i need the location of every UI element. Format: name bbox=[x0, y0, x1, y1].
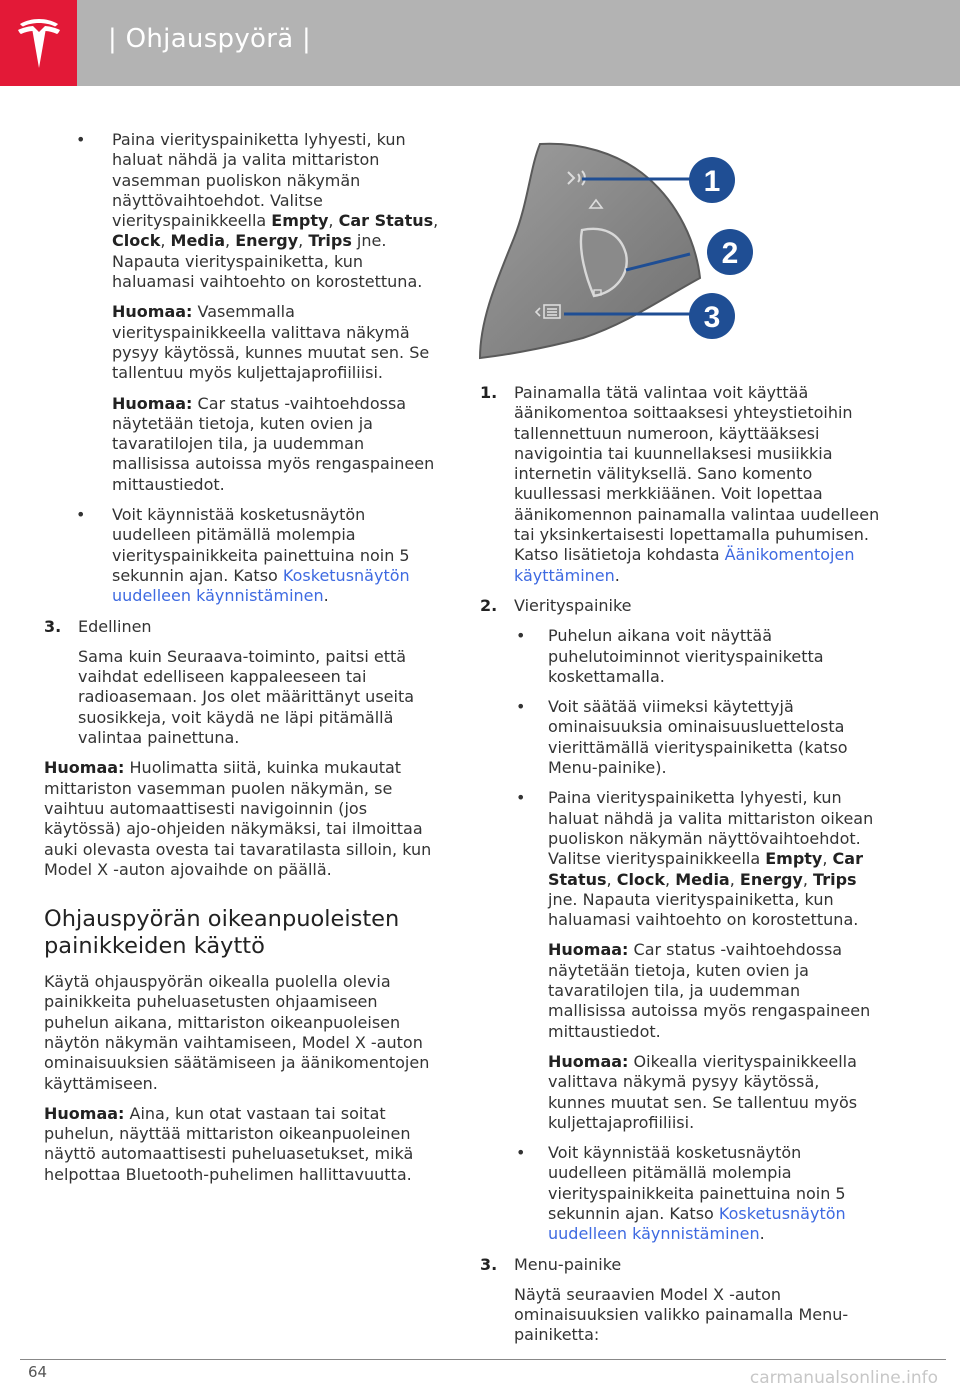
numbered-item-2 bbox=[480, 596, 880, 1245]
item-title: Menu-painike bbox=[514, 1254, 622, 1274]
text: , bbox=[802, 869, 814, 889]
list-item bbox=[514, 1143, 880, 1244]
option-energy: Energy bbox=[235, 231, 299, 251]
note bbox=[548, 1052, 880, 1133]
paragraph: • Voit säätää viimeksi käytettyjä ominaisuuksia ominaisuusluettelosta vierittämällä vierityspainiketta (katso Menu-painike). bbox=[548, 697, 848, 778]
link-voice-commands[interactable]: Äänikomentojen käyttäminen bbox=[514, 545, 855, 585]
paragraph: Käytä ohjauspyörän oikealla puolella olevia painikkeita puheluasetusten ohjaamiseen puhelun aikana, mittariston oikeanpuoleisen näytön näkymän vaihtamiseen, Model X -auton ominaisuuksien säätämiseen ja äänikomentojen käyttämiseen. bbox=[44, 972, 430, 1093]
item-text: Näytä seuraavien Model X -auton ominaisuuksien valikko painamalla Menu-painiketta: bbox=[514, 1284, 849, 1345]
option-clock: Clock bbox=[112, 231, 161, 251]
page-number: 64 bbox=[28, 1363, 48, 1381]
section-title: | Ohjauspyörä | bbox=[108, 24, 312, 54]
option-clock: Clock bbox=[616, 869, 666, 889]
note-text: Car status -vaihtoehdossa näytetään tietoja, kuten ovien ja tavaratilojen tila, ja uudemman mallisissa autoissa myös rengaspaineen mittaustiedot. bbox=[548, 940, 871, 1041]
numbered-item-3 bbox=[480, 1255, 880, 1346]
right-column bbox=[480, 383, 880, 1356]
section-heading: Ohjauspyörän oikeanpuoleisten painikkeiden käyttö bbox=[44, 906, 400, 960]
note bbox=[44, 758, 444, 880]
link-touchscreen-restart[interactable]: Kosketusnäytön uudelleen käynnistäminen bbox=[112, 565, 410, 606]
paragraph bbox=[112, 130, 444, 292]
note-text: Vasemmalla vierityspainikkeella valittava näkymä pysyy käytössä, kunnes muutat sen. Se tallentuu myös kuljettajaprofiiliisi. bbox=[112, 302, 430, 383]
text: , bbox=[822, 849, 833, 869]
callout-label-2: 2 bbox=[721, 237, 739, 270]
paragraph: • Puhelun aikana voit näyttää puhelutoiminnot vierityspainiketta koskettamalla. bbox=[548, 626, 824, 686]
note-label: Huomaa: bbox=[548, 1051, 629, 1071]
note-text: Aina, kun otat vastaan tai soitat puhelun, näyttää mittariston oikeanpuoleinen näyttö automaattisesti puheluasetukset, mikä helpottaa Bluetooth-puhelimen hallittavuutta. bbox=[44, 1103, 414, 1184]
text: , bbox=[729, 869, 740, 889]
text: , bbox=[298, 231, 309, 251]
note-text: Huolimatta siitä, kuinka mukautat mittariston vasemman puolen näkymän, se vaihtuu automaattisesti navigoinnin (jos käytössä) ajo-ohjeiden näkymäksi, tai ilmoittaa auki olevasta ovesta tai tavaratilasta silloin, kun Model X -auton ajovaihde on päällä. bbox=[44, 758, 432, 879]
note-label: Huomaa: bbox=[548, 940, 629, 960]
text: , bbox=[328, 211, 339, 231]
text: Paina vierityspainiketta lyhyesti, kun haluat nähdä ja valita mittariston vasemman puoliskon näkymän näyttövaihtoehdot. Valitse vierityspainikkeella bbox=[112, 130, 406, 231]
numbered-item-3 bbox=[44, 617, 444, 749]
tesla-logo-icon bbox=[16, 18, 62, 68]
item-title: Edellinen bbox=[78, 616, 152, 636]
text: , bbox=[433, 211, 439, 231]
note bbox=[112, 302, 444, 383]
watermark: carmanualsonline.info bbox=[749, 1368, 938, 1388]
option-media: Media bbox=[170, 231, 226, 251]
paragraph bbox=[112, 505, 444, 606]
note bbox=[112, 394, 444, 495]
note-label: Huomaa: bbox=[44, 758, 125, 778]
page-header bbox=[0, 0, 960, 86]
text: Paina vierityspainiketta lyhyesti, kun haluat nähdä ja valita mittariston oikean puoliskon näkymän näyttövaihtoehdot. Valitse vierityspainikkeella bbox=[548, 788, 874, 869]
paragraph bbox=[548, 1143, 880, 1244]
option-energy: Energy bbox=[739, 869, 803, 889]
text: , bbox=[225, 231, 236, 251]
text: . bbox=[323, 586, 329, 606]
text: . bbox=[614, 565, 620, 585]
footer-divider bbox=[20, 1359, 946, 1360]
item-text: Sama kuin Seuraava-toiminto, paitsi että vaihdat edelliseen kappaleeseen tai radioasemaan. Jos olet määrittänyt useita suosikkeja, voit käydä ne läpi pitämällä valintaa painettuna. bbox=[78, 646, 415, 748]
list-item bbox=[514, 697, 880, 778]
list-item bbox=[514, 626, 880, 687]
steering-buttons-illustration bbox=[478, 138, 778, 362]
text: , bbox=[665, 869, 676, 889]
text: , bbox=[606, 869, 617, 889]
text: . bbox=[759, 1224, 765, 1244]
note-text: Car status -vaihtoehdossa näytetään tietoja, kuten ovien ja tavaratilojen tila, ja uudemman mallisissa autoissa myös rengaspaineen mittaustiedot. bbox=[112, 393, 435, 494]
text: jne. Napauta vierityspainiketta, kun haluamasi vaihtoehto on korostettuna. bbox=[112, 231, 423, 292]
note-label: Huomaa: bbox=[112, 302, 193, 322]
note-label: Huomaa: bbox=[44, 1103, 125, 1123]
link-touchscreen-restart[interactable]: Kosketusnäytön uudelleen käynnistäminen bbox=[548, 1203, 846, 1244]
text: jne. Napauta vierityspainiketta, kun haluamasi vaihtoehto on korostettuna. bbox=[548, 889, 859, 930]
option-car-status: Car Status bbox=[548, 849, 863, 889]
text: Painamalla tätä valintaa voit käyttää äänikomentoa soittaaksesi yhteystietoihin tallennettuun numeroon, käyttääksesi navigointia tai kuunnellaksesi musiikkia internetin välityksellä. Sano komento kuullessasi merkkiäänen. Voit lopettaa äänikomennon painamalla valintaa uudelleen tai yksinkertaisesti lopettamalla puhumisen. Katso lisätietoja kohdasta bbox=[514, 383, 880, 565]
callout-label-3: 3 bbox=[703, 301, 721, 334]
item-text bbox=[514, 383, 880, 586]
callout-label-1: 1 bbox=[703, 165, 721, 198]
item-number: 3. bbox=[44, 616, 62, 636]
item-number: 2. bbox=[480, 595, 498, 615]
option-trips: Trips bbox=[308, 231, 352, 251]
item-number: 1. bbox=[480, 383, 498, 402]
item-number: 3. bbox=[480, 1254, 498, 1274]
numbered-item-1 bbox=[480, 383, 880, 586]
illustration-svg bbox=[478, 138, 778, 362]
list-item bbox=[44, 130, 444, 495]
option-car-status: Car Status bbox=[338, 211, 434, 231]
list-item bbox=[44, 505, 444, 606]
text: Voit käynnistää kosketusnäytön uudelleen pitämällä molempia vierityspainikkeita painettuina noin 5 sekunnin ajan. Katso bbox=[548, 1143, 846, 1223]
option-media: Media bbox=[675, 869, 730, 889]
list-item bbox=[514, 788, 880, 1133]
text: Voit käynnistää kosketusnäytön uudelleen pitämällä molempia vierityspainikkeita painettuina noin 5 sekunnin ajan. Katso bbox=[112, 505, 410, 585]
item-title: Vierityspainike bbox=[514, 595, 632, 615]
note-text: Oikealla vierityspainikkeella valittava näkymä pysyy käytössä, kunnes muutat sen. Se tallentuu myös kuljettajaprofiiliisi. bbox=[548, 1051, 858, 1132]
option-trips: Trips bbox=[813, 869, 857, 889]
text: , bbox=[160, 231, 171, 251]
option-empty: Empty bbox=[765, 849, 823, 869]
note bbox=[548, 940, 880, 1041]
paragraph bbox=[548, 788, 880, 930]
option-empty: Empty bbox=[271, 211, 329, 231]
left-column bbox=[44, 130, 444, 1195]
note bbox=[44, 1104, 444, 1185]
note-label: Huomaa: bbox=[112, 393, 193, 413]
tesla-logo bbox=[0, 0, 77, 86]
